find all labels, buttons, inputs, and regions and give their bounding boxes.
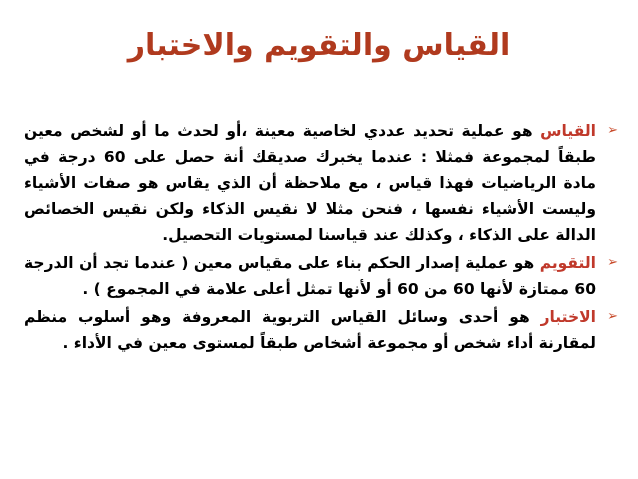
term-evaluation: التقويم (539, 254, 596, 272)
arrow-bullet-icon: ➢ (607, 309, 618, 324)
definition-evaluation: هو عملية إصدار الحكم بناء على مقياس معين ( عندما تجد أن الدرجة 60 ممتازة لأنها 60 من 60 أو لأنها تمثل أعلى علامة في المجموع ) . (24, 254, 596, 298)
arrow-bullet-icon: ➢ (607, 255, 618, 270)
definition-measurement: هو عملية تحديد عددي لخاصية معينة ،أو لحدث ما أو لشخص معين طبقاً لمجموعة فمثلا : عندما يخبرك صديقك أنة حصل على 60 درجة في مادة الرياضيات فهذا قياس ، مع ملاحظة أن الذي يقاس هو صفات الأشياء وليست الأشياء نفسها ، فنحن مثلا لا نقيس الذكاء ولكن نقيس الخصائص الدالة على الذكاء ، وكذلك عند قياسنا لمستويات التحصيل. (24, 122, 596, 244)
slide-title: القياس والتقويم والاختبار (127, 28, 511, 63)
term-test: الاختبار (540, 308, 596, 326)
list-item-test (24, 304, 618, 356)
term-measurement: القياس (540, 122, 596, 140)
list-item-evaluation (24, 250, 618, 302)
bullet-list (24, 118, 618, 358)
definition-test: هو أحدى وسائل القياس التربوية المعروفة وهو أسلوب منظم لمقارنة أداء شخص أو مجموعة أشخاص طبقاً لمستوى معين في الأداء . (24, 308, 596, 352)
list-item-measurement (24, 118, 618, 248)
arrow-bullet-icon: ➢ (607, 123, 618, 138)
